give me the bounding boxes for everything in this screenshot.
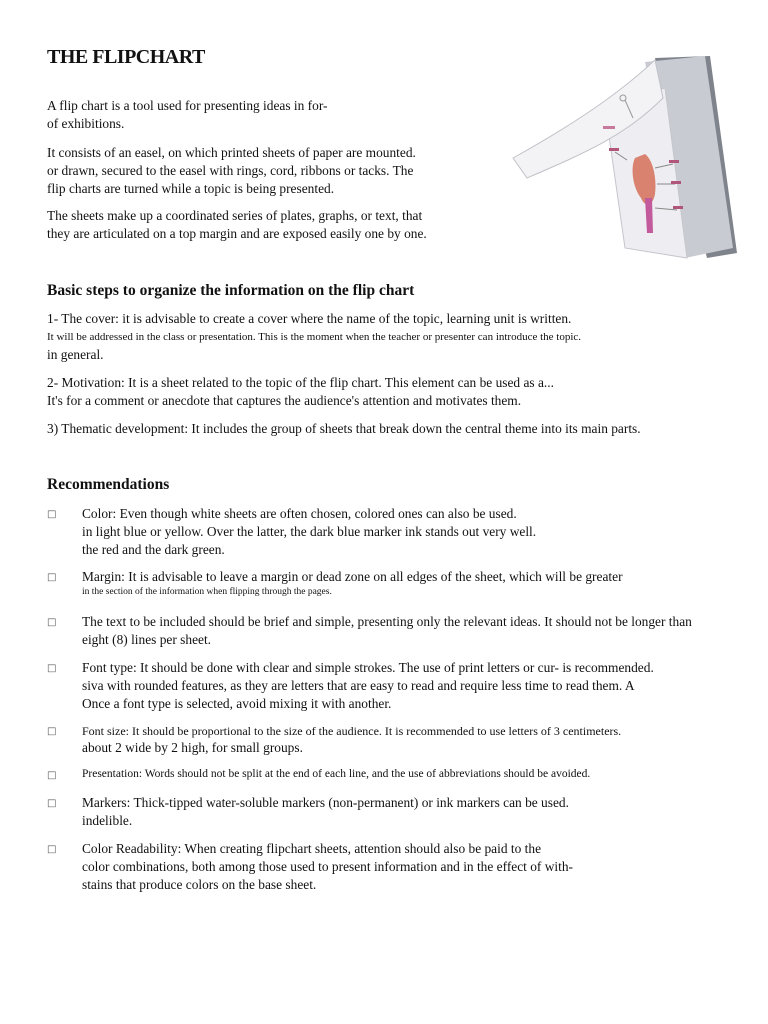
flipchart-illustration [505,48,745,268]
page-title: THE FLIPCHART [47,46,205,68]
intro-p3-line2: they are articulated on a top margin and are exposed easily one by one. [47,226,427,241]
intro-p1-line2: of exhibitions. [47,116,125,131]
rec-markers-line1: Markers: Thick-tipped water-soluble markers (non-permanent) or ink markers can be used. [82,795,569,810]
rec-fonttype-line3: Once a font type is selected, avoid mixing it with another. [82,696,392,711]
bullet-icon: □ [47,572,57,583]
rec-markers-line2: indelible. [82,813,133,828]
step2-line1: 2- Motivation: It is a sheet related to the topic of the flip chart. This element can be used as a... [47,375,554,390]
intro-p1-line1: A flip chart is a tool used for presenting ideas in for- [47,98,328,113]
rec-text-line2: eight (8) lines per sheet. [82,632,212,647]
bullet-icon: □ [47,798,57,809]
steps-heading: Basic steps to organize the information on the flip chart [47,282,415,299]
rec-color-line2: in light blue or yellow. Over the latter, the dark blue marker ink stands out very well. [82,524,537,539]
bullet-icon: □ [47,726,57,737]
rec-color-line3: the red and the dark green. [82,542,225,557]
rec-fontsize-line1: Font size: It should be proportional to the size of the audience. It is recommended to use letters of 3 centimeters. [82,724,622,738]
bullet-icon: □ [47,844,57,855]
step1-line2: It will be addressed in the class or presentation. This is the moment when the teacher or presenter can introduce the topic. [47,331,582,343]
rec-color-line1: Color: Even though white sheets are often chosen, colored ones can also be used. [82,506,517,521]
intro-p2-line3: flip charts are turned while a topic is being presented. [47,181,335,196]
rec-readability-line2: color combinations, both among those used to present information and in the effect of with- [82,859,574,874]
step2-line2: It's for a comment or anecdote that captures the audience's attention and motivates them. [47,393,522,408]
intro-p2-line2: or drawn, secured to the easel with rings, cord, ribbons or tacks. The [47,163,414,178]
rec-readability-line3: stains that produce colors on the base sheet. [82,877,317,892]
rec-fontsize-line2: about 2 wide by 2 high, for small groups. [82,740,303,755]
bullet-icon: □ [47,663,57,674]
intro-p3-line1: The sheets make up a coordinated series of plates, graphs, or text, that [47,208,423,223]
rec-text-line1: The text to be included should be brief and simple, presenting only the relevant ideas. It should not be longer than [82,614,692,629]
bullet-icon: □ [47,617,57,628]
step1-line3: in general. [47,347,104,362]
bullet-icon: □ [47,770,57,781]
recommendations-heading: Recommendations [47,476,170,493]
rec-fonttype-line2: siva with rounded features, as they are letters that are easy to read and require less time to read them. A [82,678,635,693]
step3-line1: 3) Thematic development: It includes the group of sheets that break down the central theme into its main parts. [47,421,641,436]
step1-line1: 1- The cover: it is advisable to create a cover where the name of the topic, learning unit is written. [47,311,572,326]
bullet-icon: □ [47,509,57,520]
rec-margin-line2: in the section of the information when flipping through the pages. [82,587,332,597]
rec-fonttype-line1: Font type: It should be done with clear and simple strokes. The use of print letters or cur- is recommended. [82,660,654,675]
rec-presentation-line1: Presentation: Words should not be split at the end of each line, and the use of abbreviations should be avoided. [82,768,591,780]
rec-margin-line1: Margin: It is advisable to leave a margin or dead zone on all edges of the sheet, which will be greater [82,569,623,584]
intro-p2-line1: It consists of an easel, on which printed sheets of paper are mounted. [47,145,416,160]
rec-readability-line1: Color Readability: When creating flipchart sheets, attention should also be paid to the [82,841,542,856]
